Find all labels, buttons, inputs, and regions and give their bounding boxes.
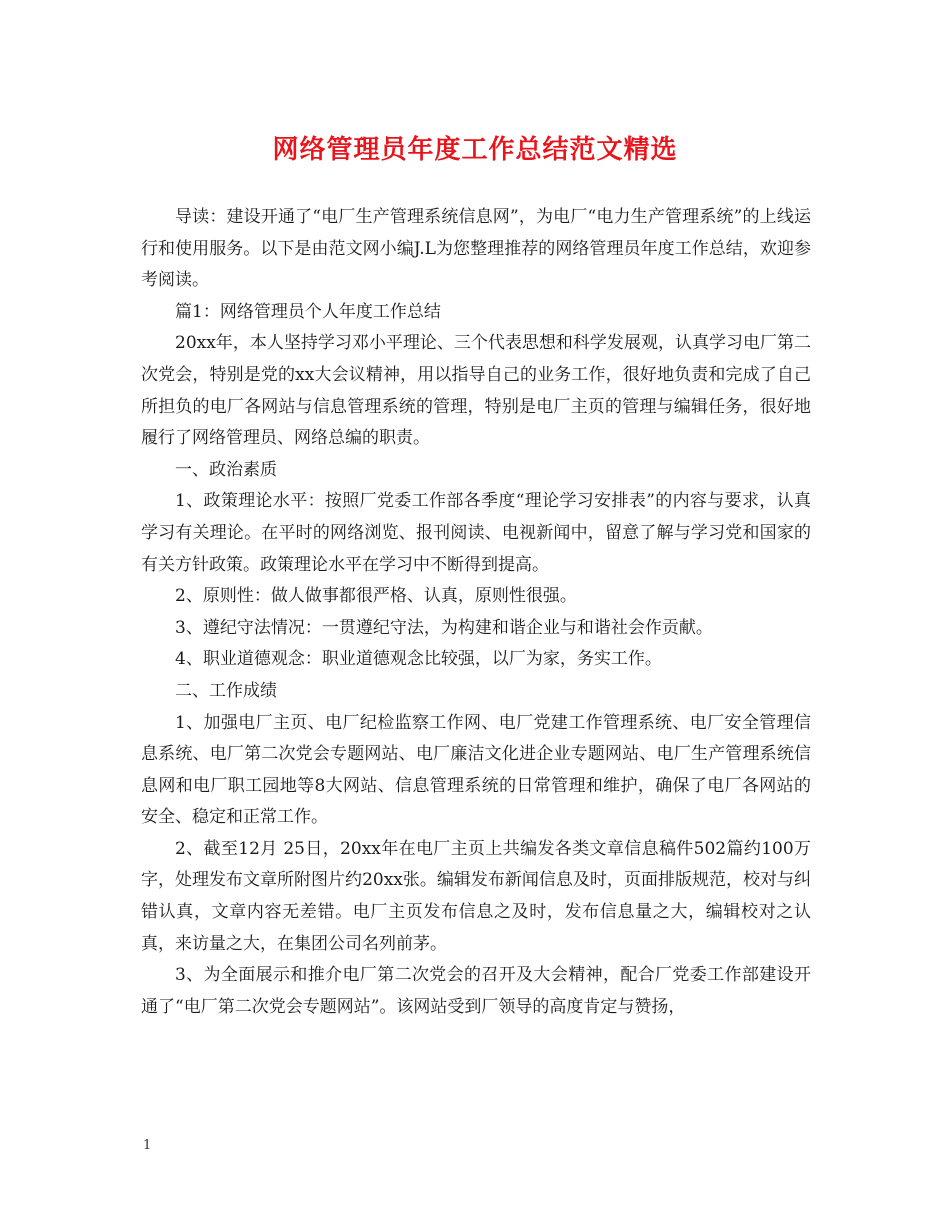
paragraph-overview: 20xx年，本人坚持学习邓小平理论、三个代表思想和科学发展观，认真学习电厂第二次党会，特别是党的xx大会议精神，用以指导自己的业务工作，很好地负责和完成了自己所担负的电厂各网站与信息管理系统的管理，特别是电厂主页的管理与编辑任务，很好地履行了网络管理员、网络总编的职责。 (141, 333, 811, 449)
paragraph-policy-theory: 1、政策理论水平：按照厂党委工作部各季度“理论学习安排表”的内容与要求，认真学习有关理论。在平时的网络浏览、报刊阅读、电视新闻中，留意了解与学习党和国家的有关方针政策。政策理论水平在学习中不断得到提高。 (141, 491, 811, 575)
page-number: 1 (143, 1138, 152, 1153)
document-body (141, 202, 811, 1023)
paragraph-chapter-heading: 篇1：网络管理员个人年度工作总结 (175, 301, 441, 322)
paragraph-ethics: 4、职业道德观念：职业道德观念比较强，以厂为家，务实工作。 (175, 649, 662, 670)
paragraph-intro: 导读：建设开通了“电厂生产管理系统信息网”，为电厂“电力生产管理系统”的上线运行和使用服务。以下是由范文网小编J.L为您整理推荐的网络管理员年度工作总结，欢迎参考阅读。 (141, 207, 811, 291)
paragraph-articles: 2、截至12月 25日，20xx年在电厂主页上共编发各类文章信息稿件502篇约100万字，处理发布文章所附图片约20xx张。编辑发布新闻信息及时，页面排版规范，校对与纠错认真，文章内容无差错。电厂主页发布信息之及时，发布信息量之大，编辑校对之认真，来访量之大，在集团公司名列前茅。 (141, 838, 811, 954)
paragraph-principle: 2、原则性：做人做事都很严格、认真，原则性很强。 (175, 586, 577, 607)
document-title: 网络管理员年度工作总结范文精选 (272, 135, 678, 165)
paragraph-websites: 1、加强电厂主页、电厂纪检监察工作网、电厂党建工作管理系统、电厂安全管理信息系统、电厂第二次党会专题网站、电厂廉洁文化进企业专题网站、电厂生产管理系统信息网和电厂职工园地等8大网站、信息管理系统的日常管理和维护，确保了电厂各网站的安全、稳定和正常工作。 (141, 712, 811, 828)
section-heading-political: 一、政治素质 (175, 459, 277, 480)
paragraph-discipline: 3、遵纪守法情况：一贯遵纪守法，为构建和谐企业与和谐社会作贡献。 (175, 617, 713, 638)
paragraph-special-site: 3、为全面展示和推介电厂第二次党会的召开及大会精神，配合厂党委工作部建设开通了“电厂第二次党会专题网站”。该网站受到厂领导的高度肯定与赞扬， (141, 965, 811, 1017)
section-heading-achievements: 二、工作成绩 (175, 680, 277, 701)
